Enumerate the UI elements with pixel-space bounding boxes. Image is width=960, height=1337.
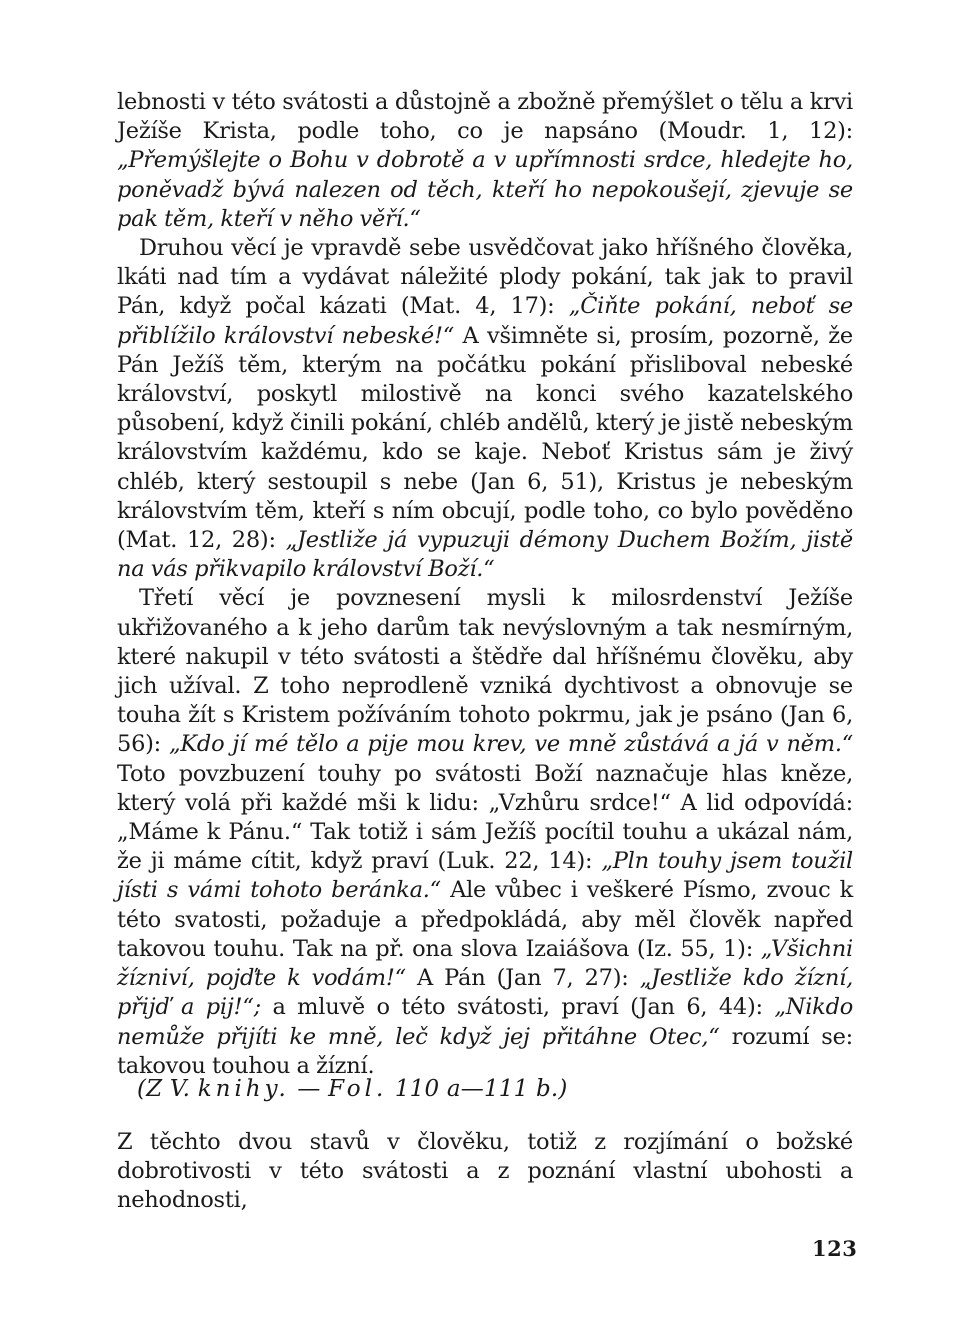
- closing-paragraph: Z těchto dvou stavů v člověku, totiž z rozjímání o božské dobrotivosti v této svátosti a z poznání vlastní ubohosti a nehodnosti,: [117, 1129, 853, 1214]
- paragraph-3-text-2: Toto povzbuzení touhy po svátosti Boží naznačuje hlas kněze, který volá při každé mši k lidu: „Vzhůru srdce!“ A lid odpovídá: „Máme k Pánu.“ Tak totiž i sám Ježíš pocítil touhu a ukázal nám, že ji máme cítit, když praví (Luk. 22, 14):: [117, 760, 853, 875]
- paragraph-3-quote-1: „Kdo jí mé tělo a pije mou krev, ve mně zůstává a já v něm.“: [168, 731, 853, 758]
- source-dash: —: [289, 1076, 329, 1102]
- paragraph-2-quote-1: „Čiňte pokání, neboť se přiblížilo království nebeské!“: [117, 293, 854, 349]
- source-fol: Fol.: [328, 1076, 388, 1102]
- source-open: (Z V.: [137, 1076, 198, 1102]
- source-book: knihy.: [197, 1076, 290, 1102]
- paragraph-1-text: lebnosti v této svátosti a důstojně a zbožně přemýšlet o tělu a krvi Ježíše Krista, podle toho, co je napsáno (Moudr. 1, 12):: [117, 89, 853, 145]
- paragraph-2: [117, 234, 853, 584]
- paragraph-3-text-6: rozumí se: takovou touhou a žízní.: [117, 1023, 853, 1079]
- source-citation: [137, 1076, 568, 1102]
- paragraph-1: [117, 88, 853, 234]
- paragraph-3-text-3: Ale vůbec i veškeré Písmo, zvouc k této svatosti, požaduje a předpokládá, aby měl člověk napřed takovou touhu. Tak na př. ona slova Izaiášova (Iz. 55, 1):: [117, 877, 853, 962]
- paragraph-3-quote-2: „Pln touhy jsem toužil jísti s vámi tohoto beránka.“: [117, 848, 853, 904]
- paragraph-2-text-2: A všimněte si, prosím, pozorně, že Pán Ježíš těm, kterým na počátku pokání přisliboval nebeské království, poskytl milostivě na konci svého kazatelského působení, když činili pokání, chléb andělů, který je jistě nebeským královstvím každému, kdo se kaje. Neboť Kristus sám je živý chléb, který sestoupil s nebe (Jan 6, 51), Kristus je nebeským královstvím těm, kteří s ním obcují, podle toho, co bylo pověděno (Mat. 12, 28):: [117, 322, 853, 554]
- paragraph-3-text-4: A Pán (Jan 7, 27):: [405, 965, 640, 992]
- paragraph-2-text-1: Druhou věcí je vpravdě sebe usvědčovat jako hříšného člověka, lkáti nad tím a vydávat náležité plody pokání, tak jak to pravil Pán, když počal kázati (Mat. 4, 17):: [117, 235, 853, 320]
- paragraph-3-text-1: Třetí věcí je povznesení mysli k milosrdenství Ježíše ukřižovaného a k jeho darům tak nevýslovným a tak nesmírným, které nakupil v této svátosti a štědře dal hříšnému člověku, aby jich užíval. Z toho neprodleně vzniká dychtivost a obnovuje se touha žít s Kristem požíváním tohoto pokrmu, jak je psáno (Jan 6, 56):: [117, 585, 853, 758]
- main-text: [117, 88, 853, 1081]
- closing-text: [117, 1128, 853, 1216]
- paragraph-3: [117, 584, 853, 1080]
- paragraph-3-quote-4: „Jestliže kdo žízní, přijď a pij!“;: [117, 965, 853, 1021]
- page-number: 123: [812, 1236, 858, 1261]
- paragraph-3-quote-5: „Nikdo nemůže přijíti ke mně, leč když jej přitáhne Otec,“: [117, 994, 854, 1050]
- paragraph-3-text-5: a mluvě o této svátosti, praví (Jan 6, 44):: [260, 994, 775, 1021]
- paragraph-3-quote-3: „Všichni žízniví, pojďte k vodám!“: [117, 935, 853, 992]
- paragraph-2-quote-2: „Jestliže já vypuzuji démony Duchem Božím, jistě na vás přikvapilo království Boží.“: [117, 527, 853, 583]
- source-range: 110 a—111 b.): [387, 1076, 568, 1102]
- paragraph-1-quote: „Přemýšlejte o Bohu v dobrotě a v upřímnosti srdce, hledejte ho, poněvadž bývá nalezen od těch, kteří ho nepokoušejí, zjevuje se pak těm, kteří v něho věří.“: [117, 147, 853, 232]
